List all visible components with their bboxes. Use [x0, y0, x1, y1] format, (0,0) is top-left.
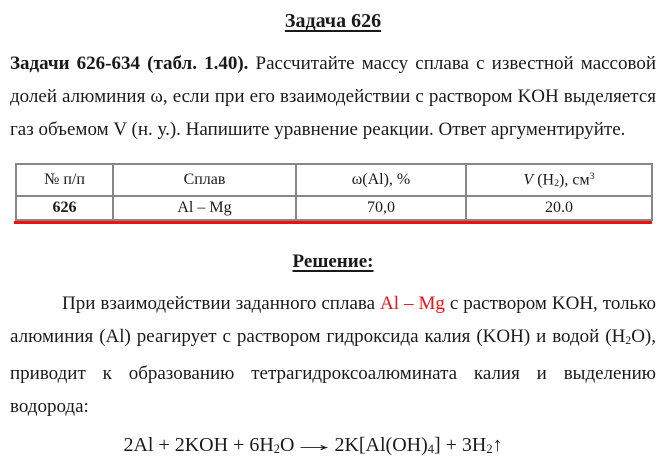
reaction-equation: 2Al + 2KOH + 6H2O→2K[Al(OH)4] + 3H2↑ [0, 430, 626, 464]
conditions-table [15, 163, 653, 221]
red-alloy-text: Al – Mg [380, 293, 445, 314]
problem-lead-bold: Задачи 626-634 (табл. 1.40). [10, 53, 249, 74]
header-cell-volume: V (H2), $см^3$ [466, 164, 652, 196]
problem-line [10, 47, 656, 80]
solution-line: водорода: [10, 396, 89, 418]
cell-alloy: Al – Mg [113, 196, 296, 220]
subscript: 2 [625, 334, 632, 348]
cell-task-number: 626 [16, 196, 113, 220]
red-divider [14, 221, 652, 224]
subscript: 2 [486, 442, 493, 457]
problem-line: газ объемом V (н. у.). Напишите уравнение реакции. Ответ аргументируйте. [10, 119, 626, 140]
subscript: 2 [273, 442, 280, 457]
problem-line: долей алюминия ω, если при его взаимодействии с раствором KOH выделяется [10, 86, 656, 107]
subscript: 2 [554, 178, 560, 189]
volume-symbol: V [523, 171, 534, 189]
solution-paragraph [10, 287, 656, 423]
solution-line: приводит к образованию тетрагидроксоалюмината калия и выделению [10, 363, 656, 385]
superscript: 3 [589, 170, 595, 182]
solution-heading-text: Решение: [292, 251, 374, 272]
gas-up-arrow-icon: ↑ [492, 434, 503, 456]
header-cell-alloy: Сплав [113, 164, 296, 196]
solution-line: При взаимодействии заданного сплава Al – Mg с раствором KOH, только [62, 293, 656, 314]
header-cell-omega: ω(Al), % [296, 164, 466, 196]
problem-line-text: Рассчитайте массу сплава с известной массовой [248, 53, 656, 74]
page-title-text: Задача 626 [284, 10, 382, 32]
page-title [0, 8, 666, 34]
solution-line: алюминия (Al) реагирует с раствором гидроксида калия (KOH) и водой (H2O), [10, 326, 656, 348]
table-header-row [16, 164, 652, 196]
header-cell-num: № п/п [16, 164, 113, 196]
cell-volume: 20.0 [466, 196, 652, 220]
problem-paragraph [10, 47, 656, 146]
conditions-table-grid [15, 163, 653, 221]
cell-omega: 70,0 [296, 196, 466, 220]
reaction-arrow-icon: → [291, 434, 338, 456]
subscript: 4 [427, 442, 434, 457]
solution-heading [0, 249, 666, 275]
table-data-row [16, 196, 652, 220]
